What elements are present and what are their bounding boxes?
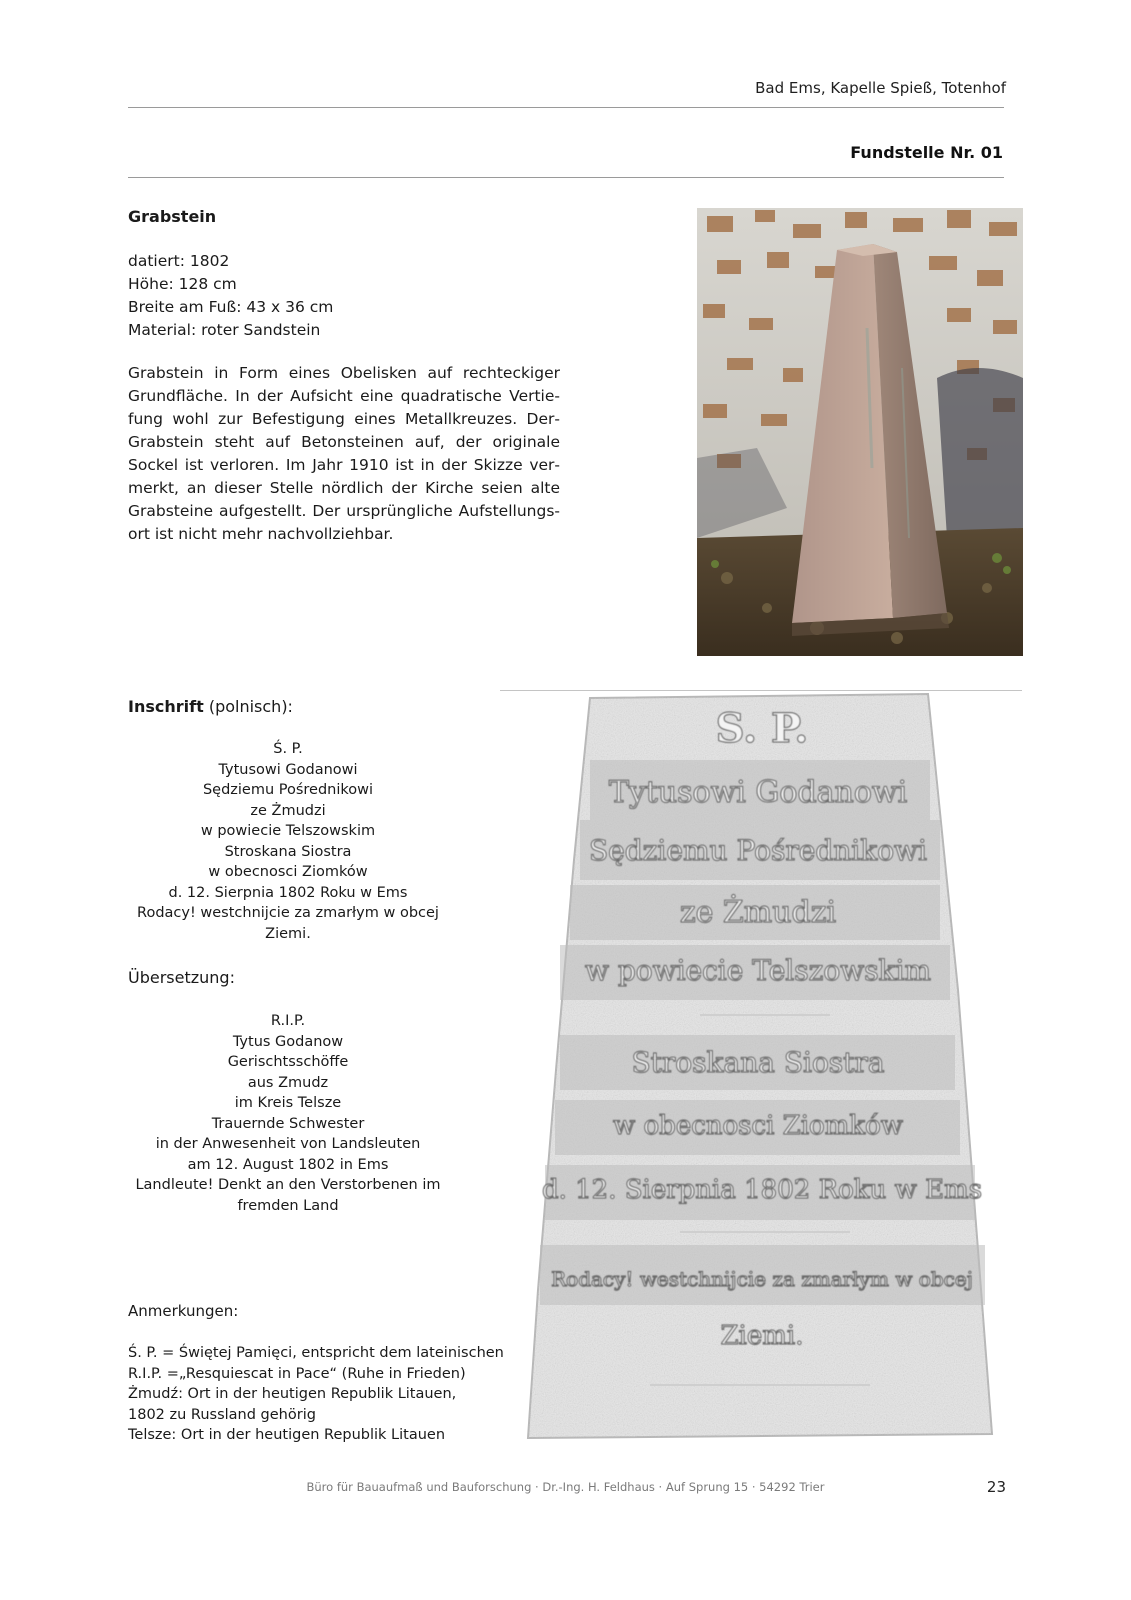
inscription-heading-suffix: (polnisch): (203, 697, 293, 716)
object-description: Grabstein in Form eines Obelisken auf rechteckiger Grundfläche. In der Aufsicht eine quadratische Vertiefung wohl zur Befestigung eines Metallkreuzes. DerGrabstein steht auf Betonsteinen auf, der originale Sockel ist verloren. Im Jahr 1910 ist in der Skizze vermerkt, an dieser Stelle nördlich der Kirche seien alte Grabsteine aufgestellt. Der ursprüngliche Aufstellungsort ist nicht mehr nachvollziehbar. (128, 364, 560, 543)
rubbing-line-7: w obecnosci Ziomków (613, 1111, 903, 1141)
translation-line: R.I.P. (270, 1013, 306, 1029)
note-line: Ś. P. = Świętej Pamięci, entspricht dem lateinischen (128, 1345, 504, 1361)
notes-heading: Anmerkungen: (128, 1302, 239, 1320)
site-number-title: Fundstelle Nr. 01 (850, 143, 1003, 162)
note-line: R.I.P. =„Resquiescat in Pace“ (Ruhe in Frieden) (128, 1365, 466, 1382)
page-number: 23 (986, 1478, 1006, 1496)
inscription-line: Stroskana Siostra (224, 843, 352, 860)
fact-dated: datiert: 1802 (128, 252, 230, 270)
translation-line: fremden Land (237, 1197, 339, 1214)
document-header-title: Bad Ems, Kapelle Spieß, Totenhof (755, 79, 1006, 97)
inscription-text (128, 739, 448, 944)
rubbing-line-3: Sędziemu Pośrednikowi (589, 834, 927, 867)
translation-line: Trauernde Schwester (211, 1115, 365, 1132)
inscription-line: ze Żmudzi (250, 802, 326, 819)
rubbing-line-8: d. 12. Sierpnia 1802 Roku w Ems (541, 1175, 983, 1205)
object-facts (128, 250, 333, 342)
translation-line: aus Zmudz (247, 1074, 329, 1091)
inscription-line: w obecnosci Ziomków (208, 864, 368, 880)
footer-address: Büro für Bauaufmaß und Bauforschung · Dr.-Ing. H. Feldhaus · Auf Sprung 15 · 54292 Trier (306, 1480, 825, 1494)
rubbing-line-4: ze Żmudzi (679, 895, 837, 930)
rubbing-line-2: Tytusowi Godanowi (608, 775, 908, 810)
header-divider (128, 107, 1004, 108)
rubbing-line-1: S. P. (715, 705, 809, 752)
rubbing-line-10: Ziemi. (720, 1321, 804, 1351)
note-line: 1802 zu Russland gehörig (128, 1406, 316, 1423)
inscription-line: Ziemi. (265, 925, 311, 942)
translation-line: Landleute! Denkt an den Verstorbenen im (135, 1177, 441, 1193)
fact-height: Höhe: 128 cm (128, 275, 237, 293)
gravestone-photo (697, 208, 1023, 656)
object-name: Grabstein (128, 207, 217, 226)
translation-line: im Kreis Telsze (234, 1095, 342, 1111)
inscription-line: Tytusowi Godanowi (218, 761, 358, 778)
note-line: Telsze: Ort in der heutigen Republik Litauen (128, 1427, 446, 1443)
rubbing-line-9: Rodacy! westchnijcie za zmarłym w obcej (551, 1267, 973, 1291)
inscription-heading (128, 697, 293, 716)
inscription-line: Ś. P. (273, 741, 303, 757)
note-line: Żmudź: Ort in der heutigen Republik Litauen, (128, 1386, 457, 1402)
inscription-heading-bold: Inschrift (128, 697, 204, 716)
inscription-rubbing-image (500, 690, 1022, 1460)
rubbing-line-5: w powiecie Telszowskim (584, 954, 932, 987)
inscription-line: Rodacy! westchnijcie za zmarłym w obcej (137, 905, 439, 921)
notes-text (128, 1343, 504, 1446)
inscription-line: w powiecie Telszowskim (200, 823, 376, 839)
translation-line: Tytus Godanow (232, 1033, 344, 1050)
inscription-line: Sędziemu Pośrednikowi (202, 782, 374, 798)
rubbing-line-6: Stroskana Siostra (631, 1046, 885, 1079)
fact-width: Breite am Fuß: 43 x 36 cm (128, 298, 334, 316)
inscription-line: d. 12. Sierpnia 1802 Roku w Ems (168, 884, 408, 901)
gravestone-photo-drawing (697, 208, 1023, 656)
translation-text (128, 1011, 448, 1216)
inscription-rubbing-drawing (500, 690, 1022, 1460)
translation-line: Gerischtsschöffe (227, 1054, 349, 1070)
translation-line: in der Anwesenheit von Landsleuten (155, 1136, 421, 1152)
section-divider (128, 177, 1004, 178)
translation-line: am 12. August 1802 in Ems (187, 1156, 389, 1173)
translation-heading: Übersetzung: (128, 968, 235, 987)
fact-material: Material: roter Sandstein (128, 321, 321, 339)
